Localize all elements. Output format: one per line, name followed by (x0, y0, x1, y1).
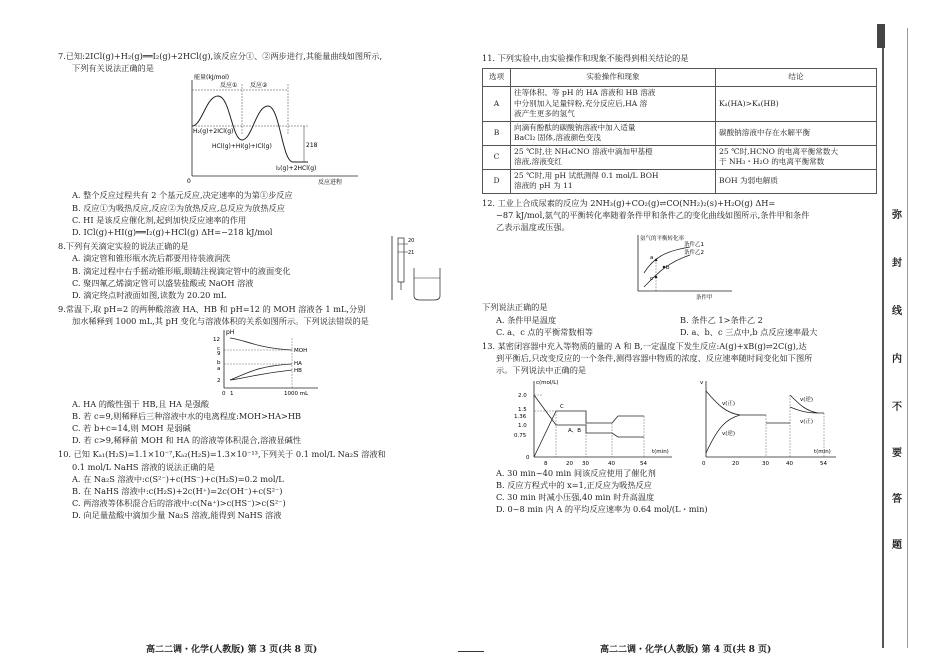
q13-c-xt0: 8 (544, 460, 548, 467)
q13-option-b: B. 反应方程式中的 x=1,正反应为吸热反应 (496, 479, 652, 490)
q13-option-c: C. 30 min 时减小压强,40 min 时升高温度 (496, 491, 655, 502)
q12-option-b: B. 条件乙 1>条件乙 2 (680, 314, 763, 325)
q13-c-xlabel: t(min) (652, 448, 669, 455)
q12-l1: 条件乙1 (684, 242, 704, 249)
q9-line-hb (230, 370, 292, 380)
seal-line-sidebar (882, 28, 908, 648)
q12-point-c (655, 276, 658, 279)
q7-option-d: D. ICl(g)+HI(g)══I₂(g)+HCl(g) ΔH=−218 kJ/mol (72, 227, 273, 238)
q9-yt0: 12 (213, 336, 220, 343)
table-header-row (483, 69, 877, 87)
q12-option-c: C. a、c 点的平衡常数相等 (496, 326, 593, 337)
q13-stem-1: 13. 某密闭容器中充入等物质的量的 A 和 B,一定温度下发生反应:A(g)+xB(g)⇌2C(g),达 (482, 340, 807, 351)
q7-l1: H₂(g)+2ICl(g) (193, 128, 234, 136)
cell-line: BaCl₂ 固体,溶液颜色变浅 (514, 133, 601, 143)
table-cell-op (511, 87, 716, 122)
q9-xt2: 1000 mL (284, 390, 309, 397)
q9-line-ha (230, 364, 292, 380)
table-row (483, 87, 877, 122)
q13-v-xlabel: t(min) (814, 448, 831, 455)
q13-v-xt4: 54 (820, 460, 827, 467)
q9-yt2: 9 (217, 350, 221, 357)
q7-stem-1: 7.已知:2ICl(g)+H₂(g)══I₂(g)+2HCl(g),该反应分①、②两步进行,其能量曲线如图所示, (58, 51, 383, 61)
q13-c-ylabel: c(mol/L) (536, 379, 559, 386)
table-cell-key: C (483, 145, 511, 169)
q9-yt4: a (217, 365, 221, 372)
seal-char: 不 (892, 402, 902, 413)
q7-step1: 反应① (220, 82, 238, 90)
q12-c: c (650, 276, 654, 283)
seal-char: 封 (892, 258, 902, 269)
q11-stem-1: 11. 下列实验中,由实验操作和现象不能得到相关结论的是 (482, 53, 689, 63)
q13-c-yt4: 0.75 (514, 432, 527, 439)
q12-option-a: A. 条件甲是温度 (496, 314, 557, 325)
q12-ylabel: 氨气的平衡转化率 (640, 236, 685, 243)
q9-s2: HA (294, 360, 302, 367)
cell-line: 溶液,溶液变红 (514, 157, 562, 167)
q9-xt1: 1 (230, 390, 234, 397)
q12-stem-2: −87 kJ/mol,氨气的平衡转化率随着条件甲和条件乙的变化曲线如图所示,条件甲和条件 (496, 209, 810, 220)
q8-t1: 20 (408, 238, 415, 245)
q13-c-yt3: 1.0 (518, 422, 527, 429)
seal-char: 内 (892, 354, 902, 365)
q8-stem-1: 8.下列有关滴定实验的说法正确的是 (58, 241, 189, 252)
q13-rate-chart (696, 377, 846, 467)
q12-b: b (666, 265, 670, 272)
q13-concentration-chart (512, 377, 682, 467)
q7-step2: 反应② (250, 82, 268, 90)
q12-stem-1: 12. 工业上合成尿素的反应为 2NH₃(g)+CO₂(g)⇌CO(NH₂)₂(s)+H₂O(g) ΔH= (482, 197, 776, 208)
q9-option-b: B. 若 c=9,则稀释后三种溶液中水的电离程度:MOH>HA>HB (72, 410, 302, 421)
q12-options-row-1 (482, 314, 912, 326)
q9-line-moh (230, 338, 292, 350)
q9-yt5: 2 (217, 377, 221, 384)
left-footer: 高二二调・化学(人教版) 第 3 页(共 8 页) (146, 644, 318, 655)
q9-ph-chart (206, 328, 326, 398)
q13-stem-2: 到平衡后,只改变反应的一个条件,测得容器中物质的浓度、反应速率随时间变化如下图所 (496, 353, 813, 364)
q8-option-b: B. 滴定过程中右手摇动锥形瓶,眼睛注视滴定管中的液面变化 (72, 265, 291, 276)
q9-option-d: D. 若 c>9,稀释前 MOH 和 HA 的溶液等体积混合,溶液显碱性 (72, 435, 302, 446)
q13-ab-label: A、B (568, 427, 582, 434)
q9-yt1: c (217, 345, 221, 352)
q12-a: a (650, 255, 654, 262)
q9-s3: HB (294, 367, 302, 374)
question-12 (482, 197, 912, 338)
q8-option-c: C. 聚四氟乙烯滴定管可以盛装盐酸或 NaOH 溶液 (72, 277, 254, 288)
table-cell-key: A (483, 87, 511, 122)
right-footer: 高二二调・化学(人教版) 第 4 页(共 8 页) (600, 644, 772, 655)
q12-conversion-chart (630, 233, 740, 301)
left-page (58, 18, 488, 658)
q13-vf2-label: v(正) (800, 418, 814, 425)
cell-line: 于 NH₃・H₂O 的电离平衡常数 (719, 157, 825, 167)
q9-s1: MOH (294, 347, 308, 354)
q13-vr-label: v(逆) (722, 430, 736, 437)
cell-line: 液产生更多的氢气 (514, 109, 575, 119)
q12-option-d: D. a、b、c 三点中,b 点反应速率最大 (680, 326, 818, 337)
table-header-cell: 结论 (716, 69, 877, 87)
q9-option-c: C. 若 b+c=14,则 MOH 是弱碱 (72, 423, 191, 434)
q9-option-a: A. HA 的酸性强于 HB,且 HA 是强酸 (72, 398, 210, 409)
q8-burette-figure (384, 234, 444, 304)
q12-point-b (663, 266, 666, 269)
q13-c-yt0: 2.0 (518, 392, 527, 399)
q13-v-forward (706, 391, 766, 415)
q8-option-a: A. 滴定管和锥形瓶水洗后都要用待装液润洗 (72, 253, 231, 264)
q13-c-yt5: 0 (526, 454, 530, 461)
cell-line: 溶液的 pH 为 11 (514, 181, 573, 191)
q13-option-a: A. 30 min~40 min 间该反应使用了催化剂 (496, 467, 656, 478)
q13-c-label: C (560, 403, 564, 410)
q13-charts (512, 377, 912, 467)
q12-point-a (655, 259, 658, 262)
seal-char: 题 (892, 540, 902, 551)
q12-l2: 条件乙2 (684, 250, 704, 257)
q7-energy-chart (178, 74, 368, 189)
table-cell-con (716, 145, 877, 169)
table-cell-op (511, 145, 716, 169)
cell-line: 25 ℃时,往 NH₄CNO 溶液中滴加甲基橙 (514, 146, 653, 156)
q13-v-xt2: 30 (762, 460, 769, 467)
q12-stem-4: 下列说法正确的是 (482, 302, 548, 313)
table-cell-key: D (483, 169, 511, 193)
cell-line: 25 ℃时,用 pH 试纸测得 0.1 mol/L BOH (514, 170, 659, 180)
q8-t2: 21 (408, 250, 415, 257)
q13-vf-label: v(正) (722, 400, 736, 407)
q7-l2: HCl(g)+HI(g)+ICl(g) (212, 143, 272, 151)
cell-line: 25 ℃时,HCNO 的电离平衡常数大 (719, 146, 839, 156)
q7-option-c: C. HI 是该反应催化剂,起到加快反应速率的作用 (72, 214, 247, 225)
cell-line: 中分别加入足量锌粉,充分反应后,HA 溶 (514, 98, 648, 108)
question-13 (482, 340, 912, 515)
q9-xt0: 0 (222, 390, 226, 397)
page-divider-mark (458, 651, 484, 652)
table-row (483, 169, 877, 193)
q10-stem-2: 0.1 mol/L NaHS 溶液的说法正确的是 (72, 461, 215, 472)
q7-option-a: A. 整个反应过程共有 2 个基元反应,决定速率的为第①步反应 (72, 190, 293, 201)
q10-stem-1: 10. 已知 Kₐ₁(H₂S)=1.1×10⁻⁷,Kₐ₂(H₂S)=1.3×10⁻¹³,下列关于 0.1 mol/L Na₂S 溶液和 (58, 449, 386, 460)
q9-stem-2: 加水稀释到 1000 mL,其 pH 变化与溶液体积的关系如图所示。下列说法错误的是 (72, 316, 369, 327)
seal-char: 答 (892, 494, 902, 505)
question-9 (58, 303, 488, 446)
q7-origin: 0 (187, 178, 191, 186)
question-11 (482, 52, 912, 194)
q13-c-xt4: 54 (640, 460, 647, 467)
question-10 (58, 448, 488, 521)
q7-l3: I₂(g)+2HCl(g) (276, 165, 317, 173)
q11-table (482, 68, 877, 194)
table-cell-op (511, 121, 716, 145)
q9-stem-1: 9.常温下,取 pH=2 的两种酸溶液 HA、HB 和 pH=12 的 MOH 溶液各 1 mL,分别 (58, 304, 366, 315)
table-header-cell: 实验操作和现象 (511, 69, 716, 87)
q9-yt3: b (217, 359, 221, 366)
q7-stem-2: 下列有关说法正确的是 (72, 63, 154, 74)
question-7 (58, 50, 488, 238)
q7-xlabel: 反应进程 (318, 179, 343, 187)
q10-option-b: B. 在 NaHS 溶液中:c(H₂S)+2c(H⁺)=2c(OH⁻)+c(S²⁻) (72, 486, 283, 497)
table-row (483, 121, 877, 145)
q13-v-xt0: 0 (702, 460, 706, 467)
q8-option-d: D. 滴定终点时液面如图,读数为 20.20 mL (72, 290, 227, 301)
q13-v-xt3: 40 (786, 460, 793, 467)
table-cell-key: B (483, 121, 511, 145)
q12-xlabel: 条件甲 (696, 295, 713, 302)
q9-ylabel: pH (226, 328, 235, 336)
q13-c-yt2: 1.36 (514, 413, 527, 420)
q13-v-xt1: 20 (732, 460, 739, 467)
table-cell-op (511, 169, 716, 193)
question-8 (58, 240, 488, 301)
q12-options-row-2 (482, 326, 912, 338)
q7-dh: 218 (306, 142, 318, 150)
q12-stem-3: 乙表示温度或压强。 (496, 222, 570, 233)
table-row (483, 145, 877, 169)
right-page (482, 18, 912, 658)
q13-c-yt1: 1.5 (518, 406, 527, 413)
q13-option-d: D. 0~8 min 内 A 的平均反应速率为 0.64 mol/(L・min) (496, 504, 708, 515)
table-cell-con: 碳酸钠溶液中存在水解平衡 (716, 121, 877, 145)
q13-stem-3: 示。下列说法中正确的是 (496, 365, 587, 376)
sidebar-top-mark (877, 24, 885, 48)
q13-c-xt3: 40 (608, 460, 615, 467)
table-cell-con: Kₐ(HA)>Kₐ(HB) (716, 87, 877, 122)
q7-ylabel: 能量(kJ/mol) (194, 74, 230, 82)
cell-line: 向滴有酚酞的碳酸钠溶液中加入适量 (514, 122, 636, 132)
table-header-cell: 选项 (483, 69, 511, 87)
seal-char: 要 (892, 448, 902, 459)
cell-line: 往等体积、等 pH 的 HA 溶液和 HB 溶液 (514, 88, 656, 98)
q10-option-c: C. 两溶液等体积混合后的溶液中:c(Na⁺)>c(HS⁻)>c(S²⁻) (72, 498, 286, 509)
q13-c-xt2: 30 (582, 460, 589, 467)
q13-vr2-label: v(逆) (800, 396, 814, 403)
q10-option-a: A. 在 Na₂S 溶液中:c(S²⁻)+c(HS⁻)+c(H₂S)=0.2 mol/L (72, 473, 284, 484)
q10-option-d: D. 向足量盐酸中滴加少量 Na₂S 溶液,能得到 NaHS 溶液 (72, 510, 282, 521)
table-cell-con: BOH 为弱电解质 (716, 169, 877, 193)
seal-char: 弥 (892, 210, 902, 221)
q7-option-b: B. 反应①为吸热反应,反应②为放热反应,总反应为放热反应 (72, 202, 285, 213)
q13-v-ylabel: v (700, 379, 704, 386)
q13-c-xt1: 20 (566, 460, 573, 467)
seal-char: 线 (892, 306, 902, 317)
